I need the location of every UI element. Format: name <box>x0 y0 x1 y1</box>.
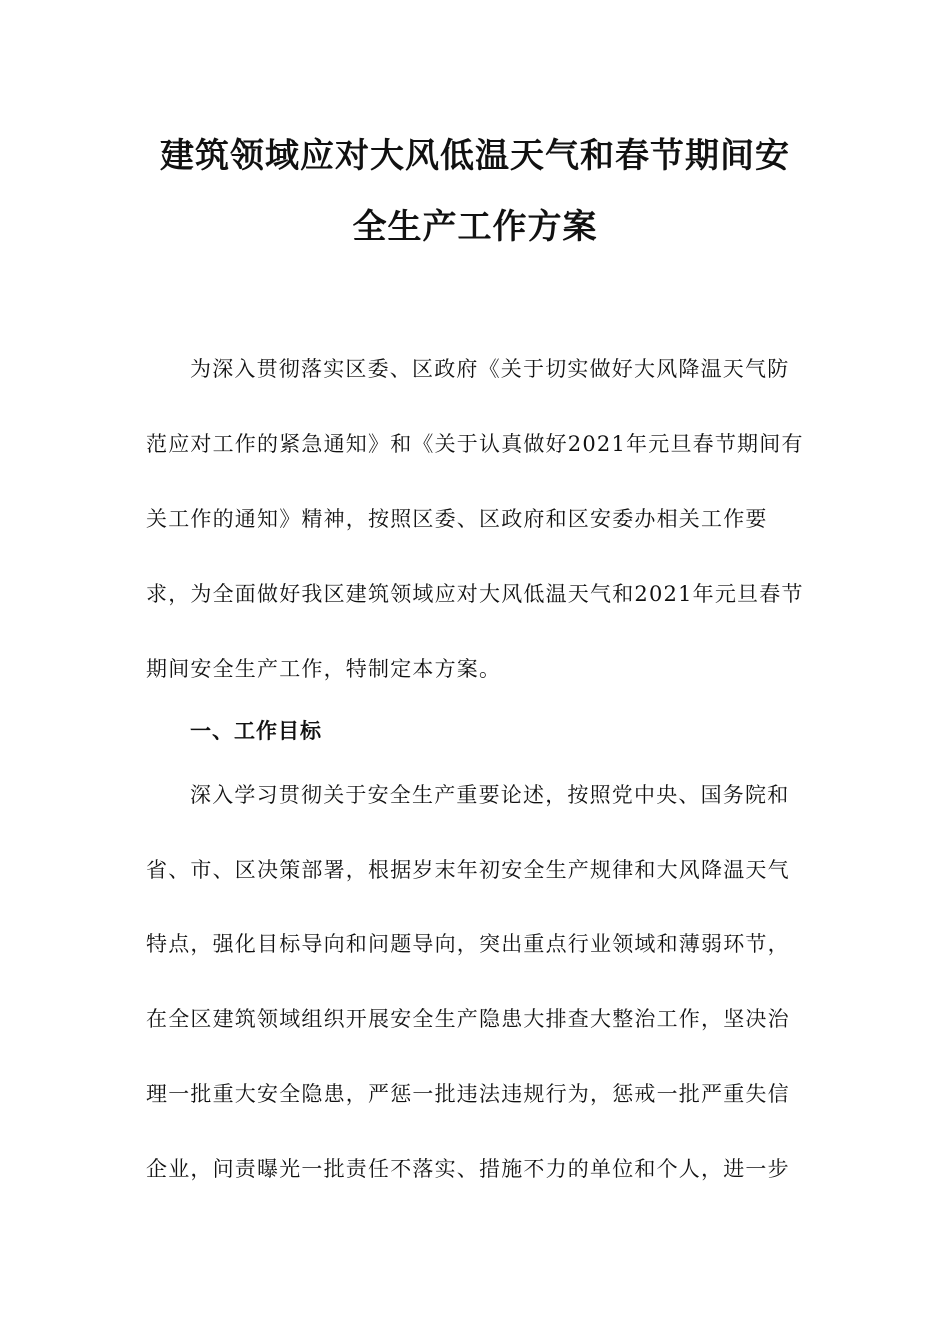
paragraph-2-line-1: 深入学习贯彻关于安全生产重要论述，按照党中央、国务院和 <box>190 783 790 807</box>
section-heading-work-goals: 一、工作目标 <box>190 719 322 743</box>
document-title-line-1: 建筑领域应对大风低温天气和春节期间安 <box>160 136 790 176</box>
paragraph-1-line-1: 为深入贯彻落实区委、区政府《关于切实做好大风降温天气防 <box>190 357 790 381</box>
paragraph-1-line-5: 期间安全生产工作，特制定本方案。 <box>146 657 502 681</box>
paragraph-1-line-4: 求，为全面做好我区建筑领域应对大风低温天气和2021年元旦春节 <box>146 582 804 606</box>
paragraph-2-line-2: 省、市、区决策部署，根据岁末年初安全生产规律和大风降温天气 <box>146 858 790 882</box>
paragraph-2-line-6: 企业，问责曝光一批责任不落实、措施不力的单位和个人，进一步 <box>146 1157 790 1181</box>
document-title-line-2: 全生产工作方案 <box>352 207 598 247</box>
paragraph-2-line-4: 在全区建筑领域组织开展安全生产隐患大排查大整治工作，坚决治 <box>146 1007 790 1031</box>
paragraph-1-line-3: 关工作的通知》精神，按照区委、区政府和区安委办相关工作要 <box>146 507 768 531</box>
paragraph-2-line-5: 理一批重大安全隐患，严惩一批违法违规行为，惩戒一批严重失信 <box>146 1082 790 1106</box>
paragraph-1-line-2: 范应对工作的紧急通知》和《关于认真做好2021年元旦春节期间有 <box>146 432 804 456</box>
paragraph-2-line-3: 特点，强化目标导向和问题导向，突出重点行业领域和薄弱环节， <box>146 932 790 956</box>
